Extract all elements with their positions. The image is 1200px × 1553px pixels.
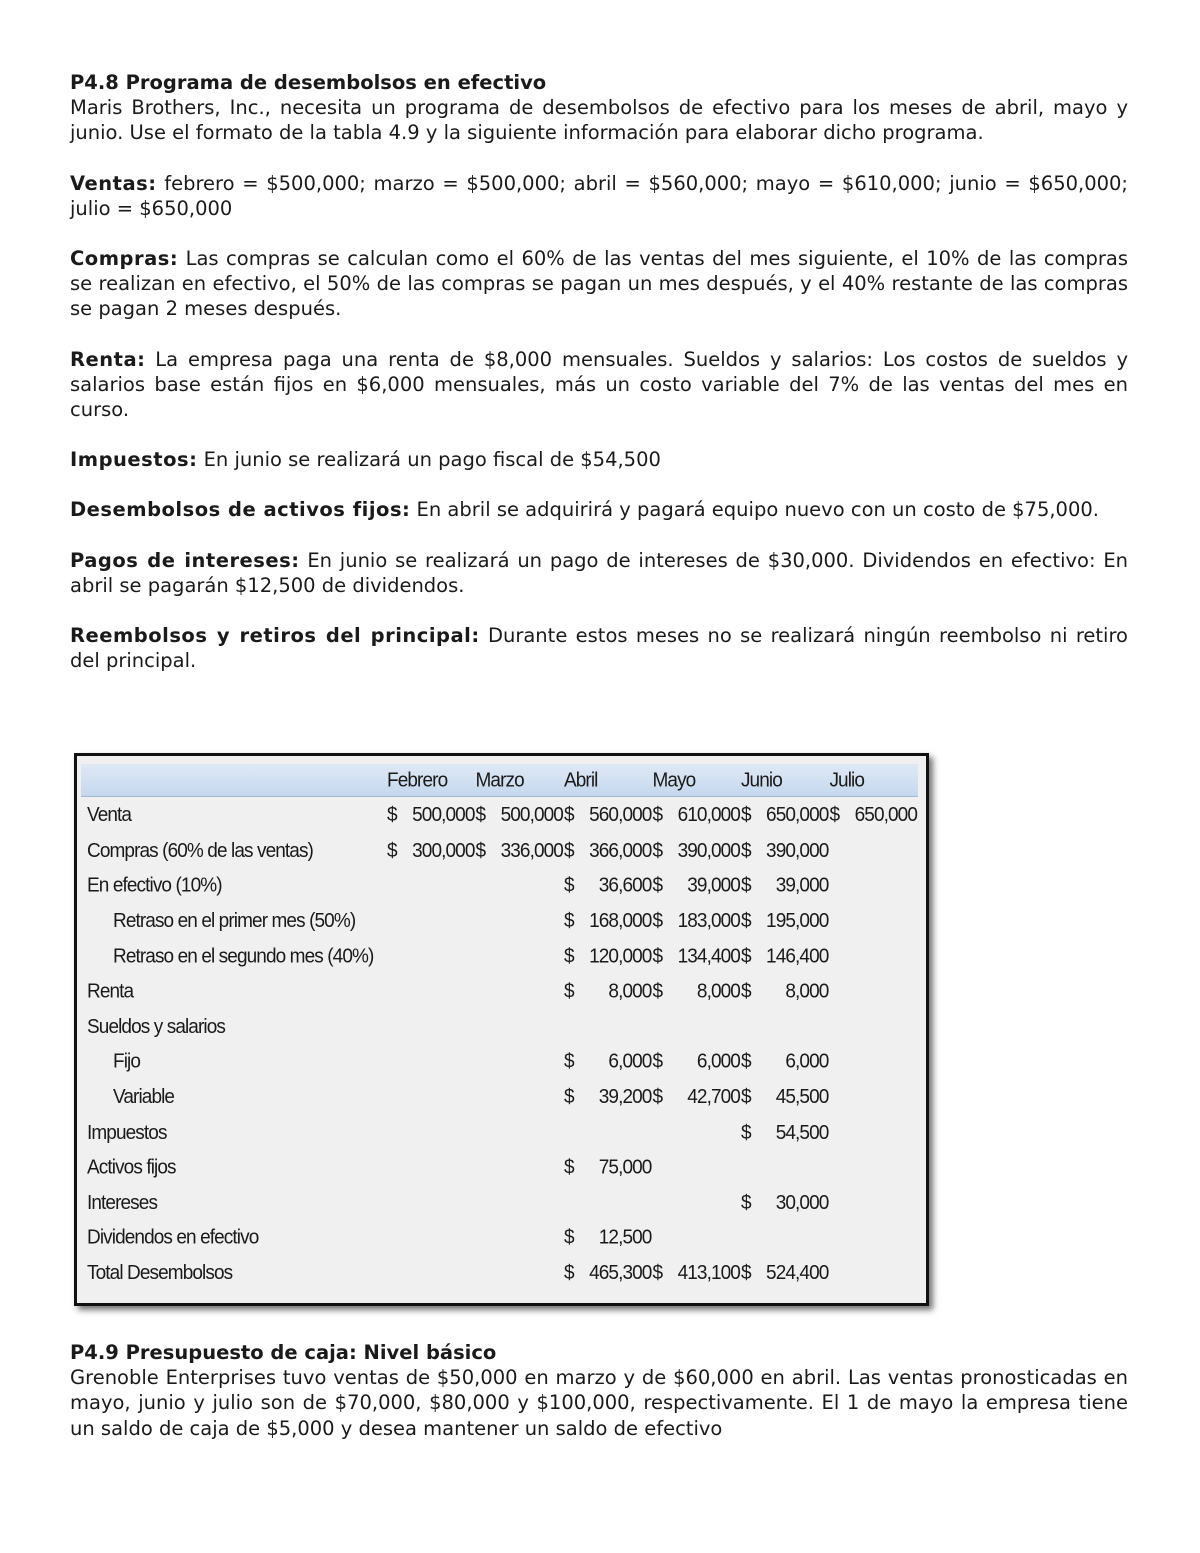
- value-cell: 120,000: [589, 945, 652, 968]
- value-cell: 42,700: [687, 1085, 740, 1109]
- value-cell: [670, 1010, 741, 1045]
- value-cell: 336,000: [500, 839, 563, 863]
- currency-cell: $: [740, 1085, 751, 1109]
- value-cell: [493, 904, 564, 939]
- currency-cell: $: [652, 839, 663, 863]
- value-cell: [847, 1010, 918, 1045]
- currency-cell: [652, 1151, 670, 1186]
- table-row: [81, 975, 918, 1010]
- currency-cell: [387, 939, 405, 974]
- row-label: Variable: [113, 1085, 175, 1109]
- table-row: [81, 1221, 918, 1256]
- currency-cell: [476, 904, 494, 939]
- reembolsos-paragraph: [70, 623, 1128, 673]
- value-cell: 500,000: [412, 804, 475, 827]
- value-cell: 6,000: [696, 1050, 740, 1074]
- currency-cell: $: [740, 980, 751, 1003]
- value-cell: 650,000: [854, 804, 917, 827]
- currency-cell: $: [563, 1085, 574, 1109]
- value-cell: [493, 939, 564, 974]
- value-cell: [847, 1221, 918, 1256]
- month-header: Abril: [563, 769, 598, 793]
- value-cell: 366,000: [589, 839, 652, 863]
- row-label: Fijo: [113, 1050, 141, 1074]
- value-cell: [847, 1115, 918, 1150]
- table-row: [81, 1186, 918, 1221]
- currency-cell: $: [740, 945, 751, 968]
- currency-cell: $: [652, 909, 663, 933]
- currency-cell: $: [740, 874, 751, 898]
- row-label: Venta: [87, 804, 132, 827]
- value-cell: [847, 1045, 918, 1080]
- currency-cell: $: [740, 1261, 751, 1285]
- row-label: Dividendos en efectivo: [87, 1226, 259, 1250]
- currency-cell: $: [740, 839, 751, 863]
- value-cell: 6,000: [785, 1050, 829, 1074]
- currency-cell: $: [652, 945, 663, 968]
- currency-cell: [476, 1256, 494, 1291]
- table-row: [81, 799, 918, 834]
- currency-cell: [476, 1010, 494, 1045]
- currency-cell: $: [652, 1050, 663, 1074]
- currency-cell: [387, 975, 405, 1010]
- row-label: Total Desembolsos: [87, 1261, 233, 1285]
- currency-cell: [476, 1186, 494, 1221]
- row-label: Retraso en el segundo mes (40%): [113, 945, 374, 968]
- value-cell: 12,500: [598, 1226, 652, 1250]
- value-cell: [493, 1151, 564, 1186]
- currency-cell: [652, 1010, 670, 1045]
- currency-cell: $: [563, 1156, 574, 1179]
- value-cell: [493, 975, 564, 1010]
- value-cell: 146,400: [766, 945, 829, 968]
- table-row: [81, 869, 918, 904]
- currency-cell: [829, 1080, 847, 1115]
- reembolsos-text: Durante estos meses no se realizará ningún reembolso ni retiro del principal.: [70, 624, 1128, 673]
- reembolsos-label: Reembolsos y retiros del principal:: [70, 624, 480, 648]
- value-cell: [847, 1151, 918, 1186]
- currency-cell: $: [563, 874, 574, 898]
- currency-cell: [387, 1045, 405, 1080]
- value-cell: [405, 939, 476, 974]
- value-cell: 465,300: [589, 1261, 652, 1285]
- value-cell: 650,000: [766, 804, 829, 827]
- row-label: Impuestos: [87, 1121, 167, 1144]
- disbursement-table: [81, 764, 918, 1291]
- currency-cell: $: [563, 1050, 574, 1074]
- value-cell: 8,000: [696, 980, 740, 1003]
- value-cell: [493, 1045, 564, 1080]
- currency-cell: [387, 1186, 405, 1221]
- row-label: Activos fijos: [87, 1156, 176, 1179]
- value-cell: [759, 1221, 830, 1256]
- p48-intro: Maris Brothers, Inc., necesita un programa de desembolsos de efectivo para los meses de abril, mayo y junio. Use el formato de la tabla 4.9 y la siguiente información para elaborar dicho programa.: [70, 96, 1128, 145]
- currency-cell: [476, 1045, 494, 1080]
- value-cell: [670, 1221, 741, 1256]
- currency-cell: [652, 1221, 670, 1256]
- currency-cell: [829, 939, 847, 974]
- p49-intro: Grenoble Enterprises tuvo ventas de $50,000 en marzo y de $60,000 en abril. Las ventas pronosticadas en mayo, junio y julio son de $70,000, $80,000 y $100,000, respectivamente. El 1 de mayo la empresa tiene un saldo de caja de $5,000 y desea mantener un saldo de efectivo: [70, 1366, 1128, 1440]
- renta-text: La empresa paga una renta de $8,000 mensuales. Sueldos y salarios: Los costos de sueldos y salarios base están fijos en $6,000 mensuales, más un costo variable del 7% de las ventas del mes en curso.: [70, 347, 1128, 422]
- value-cell: 45,500: [775, 1085, 829, 1109]
- value-cell: 8,000: [608, 980, 652, 1003]
- table-row: [81, 1256, 918, 1291]
- currency-cell: $: [652, 874, 663, 898]
- value-cell: 500,000: [500, 804, 563, 827]
- row-label: En efectivo (10%): [87, 874, 222, 898]
- month-header: Febrero: [387, 769, 448, 793]
- value-cell: [493, 1186, 564, 1221]
- renta-paragraph: [70, 347, 1128, 423]
- value-cell: [847, 939, 918, 974]
- currency-cell: [829, 1151, 847, 1186]
- value-cell: [670, 1186, 741, 1221]
- currency-cell: [741, 1221, 759, 1256]
- currency-cell: [829, 1115, 847, 1150]
- currency-cell: [741, 1151, 759, 1186]
- month-header: Junio: [740, 769, 782, 793]
- value-cell: [759, 1151, 830, 1186]
- value-cell: [582, 1115, 653, 1150]
- currency-cell: $: [652, 804, 663, 827]
- value-cell: 134,400: [677, 945, 740, 968]
- value-cell: [405, 975, 476, 1010]
- value-cell: 560,000: [589, 804, 652, 827]
- compras-label: Compras:: [70, 247, 179, 271]
- currency-cell: $: [387, 839, 397, 863]
- value-cell: 610,000: [677, 804, 740, 827]
- table-row: [81, 904, 918, 939]
- table-row: [81, 939, 918, 974]
- currency-cell: $: [563, 945, 574, 968]
- table-row: [81, 834, 918, 869]
- value-cell: [493, 869, 564, 904]
- currency-cell: $: [829, 804, 840, 827]
- currency-cell: $: [475, 839, 486, 863]
- value-cell: [582, 1010, 653, 1045]
- currency-cell: [476, 1115, 494, 1150]
- value-cell: 54,500: [775, 1121, 829, 1144]
- currency-cell: [829, 904, 847, 939]
- currency-cell: [829, 1256, 847, 1291]
- currency-cell: $: [740, 1191, 751, 1215]
- impuestos-label: Impuestos:: [70, 448, 198, 472]
- row-label: Intereses: [87, 1191, 158, 1215]
- problem-p49: [70, 1340, 1128, 1441]
- currency-cell: $: [563, 909, 574, 933]
- currency-cell: [387, 1256, 405, 1291]
- currency-cell: [829, 869, 847, 904]
- value-cell: 39,200: [598, 1085, 652, 1109]
- currency-cell: [829, 834, 847, 869]
- value-cell: [405, 904, 476, 939]
- value-cell: 36,600: [598, 874, 652, 898]
- value-cell: [759, 1010, 830, 1045]
- currency-cell: $: [563, 804, 574, 827]
- p49-title: P4.9 Presupuesto de caja: Nivel básico: [70, 1341, 497, 1364]
- value-cell: 168,000: [589, 909, 652, 933]
- currency-cell: [476, 1080, 494, 1115]
- value-cell: [405, 1045, 476, 1080]
- intereses-text: En junio se realizará un pago de intereses de $30,000. Dividendos en efectivo: En abril se pagarán $12,500 de dividendos.: [70, 548, 1128, 597]
- currency-cell: [829, 1186, 847, 1221]
- currency-cell: $: [387, 804, 397, 827]
- intereses-paragraph: [70, 548, 1128, 598]
- currency-cell: [829, 975, 847, 1010]
- row-label: Renta: [87, 980, 134, 1003]
- value-cell: [405, 1256, 476, 1291]
- activos-text: En abril se adquirirá y pagará equipo nuevo con un costo de $75,000.: [410, 498, 1099, 522]
- value-cell: 39,000: [687, 874, 740, 898]
- value-cell: [847, 904, 918, 939]
- value-cell: [405, 1010, 476, 1045]
- p48-title: P4.8 Programa de desembolsos en efectivo: [70, 71, 547, 94]
- currency-cell: $: [563, 1261, 574, 1285]
- value-cell: [847, 1186, 918, 1221]
- value-cell: 524,400: [766, 1261, 829, 1285]
- value-cell: [493, 1080, 564, 1115]
- currency-cell: $: [563, 1226, 574, 1250]
- currency-cell: [564, 1010, 582, 1045]
- currency-cell: [476, 1221, 494, 1256]
- value-cell: [405, 869, 476, 904]
- impuestos-paragraph: [70, 447, 1128, 472]
- value-cell: 6,000: [608, 1050, 652, 1074]
- currency-cell: $: [652, 1261, 663, 1285]
- value-cell: [847, 1256, 918, 1291]
- value-cell: [847, 834, 918, 869]
- table-row: [81, 1151, 918, 1186]
- currency-cell: [741, 1010, 759, 1045]
- row-label: Retraso en el primer mes (50%): [113, 909, 356, 933]
- value-cell: 390,000: [677, 839, 740, 863]
- activos-label: Desembolsos de activos fijos:: [70, 498, 411, 522]
- value-cell: [405, 1115, 476, 1150]
- currency-cell: $: [740, 909, 751, 933]
- value-cell: [493, 1010, 564, 1045]
- value-cell: 75,000: [598, 1156, 652, 1179]
- disbursement-table-image: [74, 753, 929, 1306]
- currency-cell: $: [563, 839, 574, 863]
- currency-cell: [387, 1115, 405, 1150]
- compras-text: Las compras se calculan como el 60% de las ventas del mes siguiente, el 10% de las compras se realizan en efectivo, el 50% de las compras se pagan un mes después, y el 40% restante de las compras se pagan 2 meses después.: [70, 247, 1128, 321]
- currency-cell: $: [740, 1050, 751, 1074]
- compras-paragraph: [70, 246, 1128, 322]
- value-cell: [670, 1115, 741, 1150]
- value-cell: 300,000: [412, 839, 475, 863]
- table-row: [81, 1010, 918, 1045]
- value-cell: [847, 975, 918, 1010]
- currency-cell: [564, 1186, 582, 1221]
- value-cell: [847, 869, 918, 904]
- currency-cell: [476, 1151, 494, 1186]
- table-row: [81, 1080, 918, 1115]
- currency-cell: $: [740, 804, 751, 827]
- month-header: Mayo: [652, 769, 696, 793]
- currency-cell: [476, 975, 494, 1010]
- currency-cell: [387, 869, 405, 904]
- value-cell: [405, 1186, 476, 1221]
- currency-cell: [829, 1010, 847, 1045]
- currency-cell: [652, 1186, 670, 1221]
- value-cell: 195,000: [766, 909, 829, 933]
- activos-paragraph: [70, 497, 1128, 522]
- value-cell: [405, 1151, 476, 1186]
- row-label: Compras (60% de las ventas): [87, 839, 313, 863]
- value-cell: [493, 1221, 564, 1256]
- ventas-label: Ventas:: [70, 171, 157, 195]
- table-row: [81, 1045, 918, 1080]
- table-header-row: [81, 764, 918, 799]
- currency-cell: $: [563, 980, 574, 1003]
- value-cell: 30,000: [775, 1191, 829, 1215]
- value-cell: [847, 1080, 918, 1115]
- month-header: Julio: [829, 769, 865, 793]
- currency-cell: [476, 939, 494, 974]
- value-cell: [582, 1186, 653, 1221]
- currency-cell: [387, 1151, 405, 1186]
- value-cell: [405, 1080, 476, 1115]
- currency-cell: [387, 1010, 405, 1045]
- value-cell: [405, 1221, 476, 1256]
- currency-cell: $: [652, 1085, 663, 1109]
- row-label: Sueldos y salarios: [87, 1015, 225, 1039]
- currency-cell: $: [740, 1121, 751, 1144]
- currency-cell: $: [475, 804, 486, 827]
- renta-label: Renta:: [70, 347, 146, 371]
- currency-cell: [829, 1221, 847, 1256]
- currency-cell: [387, 904, 405, 939]
- currency-cell: [387, 1221, 405, 1256]
- problem-p48: [70, 70, 1128, 673]
- value-cell: 413,100: [677, 1261, 740, 1285]
- currency-cell: [829, 1045, 847, 1080]
- currency-cell: [476, 869, 494, 904]
- value-cell: 183,000: [677, 909, 740, 933]
- value-cell: [670, 1151, 741, 1186]
- value-cell: [493, 1256, 564, 1291]
- value-cell: [493, 1115, 564, 1150]
- intereses-label: Pagos de intereses:: [70, 548, 300, 572]
- table-row: [81, 1115, 918, 1150]
- month-header: Marzo: [475, 769, 524, 793]
- ventas-text: febrero = $500,000; marzo = $500,000; abril = $560,000; mayo = $610,000; junio = $650,000; julio = $650,000: [70, 171, 1128, 220]
- value-cell: 390,000: [766, 839, 829, 863]
- currency-cell: [387, 1080, 405, 1115]
- impuestos-text: En junio se realizará un pago fiscal de $54,500: [197, 448, 661, 472]
- currency-cell: $: [652, 980, 663, 1003]
- currency-cell: [564, 1115, 582, 1150]
- currency-cell: [652, 1115, 670, 1150]
- header-blank: [81, 764, 387, 799]
- ventas-paragraph: [70, 171, 1128, 221]
- value-cell: 8,000: [785, 980, 829, 1003]
- value-cell: 39,000: [775, 874, 829, 898]
